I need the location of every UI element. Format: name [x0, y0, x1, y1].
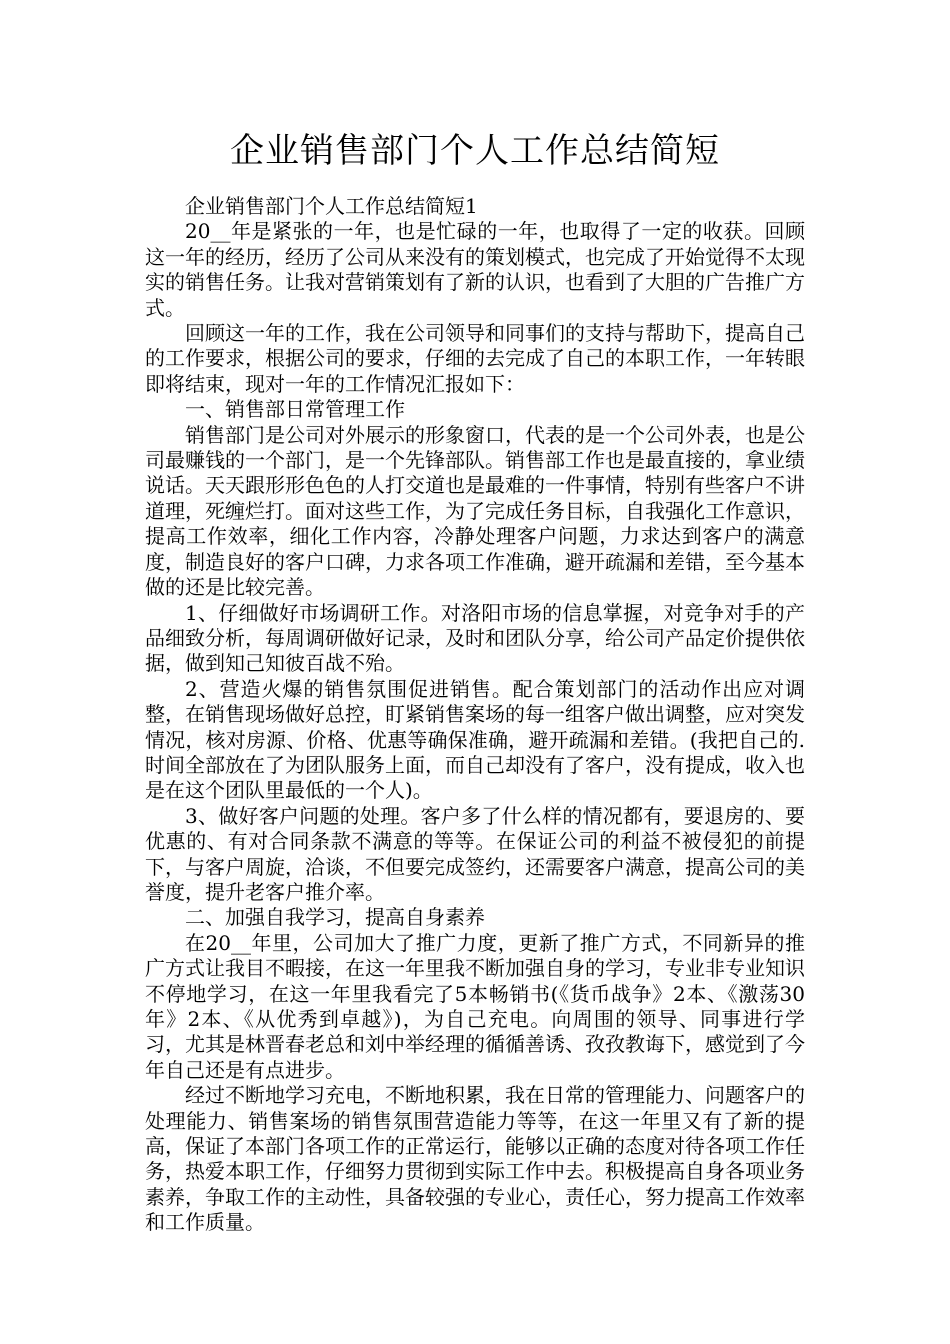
- paragraph-heading: 企业销售部门个人工作总结简短1: [185, 194, 478, 218]
- list-item-customer-issues: 3、做好客户问题的处理。客户多了什么样的情况都有，要退房的、要优惠的、有对合同条款不满意的等等。在保证公司的利益不被侵犯的前提下，与客户周旋，洽谈，不但要完成签约，还需要客户满意，提高公司的美誉度，提升老客户推介率。: [145, 803, 805, 904]
- list-item-sales-atmosphere: 2、营造火爆的销售氛围促进销售。配合策划部门的活动作出应对调整，在销售现场做好总控，盯紧销售案场的每一组客户做出调整，应对突发情况，核对房源、价格、优惠等确保准确，避开疏漏和差错。(我把自己的.时间全部放在了为团队服务上面，而自己却没有了客户，没有提成，收入也是在这个团队里最低的一个人)。: [145, 676, 805, 803]
- paragraph-learning: 在20__年里，公司加大了推广力度，更新了推广方式，不同新异的推广方式让我目不暇接，在这一年里我不断加强自身的学习，专业非专业知识不停地学习，在这一年里我看完了5本畅销书(《货币战争》2本、《激荡30年》2本、《从优秀到卓越》)，为自己充电。向周围的领导、同事进行学习，尤其是林晋春老总和刘中举经理的循循善诱、孜孜教诲下，感觉到了今年自己还是有点进步。: [145, 930, 805, 1082]
- paragraph-intro: 20__年是紧张的一年，也是忙碌的一年，也取得了一定的收获。回顾这一年的经历，经历了公司从来没有的策划模式，也完成了开始觉得不太现实的销售任务。让我对营销策划有了新的认识，也看到了大胆的广告推广方式。: [145, 219, 805, 320]
- paragraph-sales-department: 销售部门是公司对外展示的形象窗口，代表的是一个公司外表，也是公司最赚钱的一个部门，是一个先锋部队。销售部工作也是最直接的，拿业绩说话。天天跟形形色色的人打交道也是最难的一件事情，特别有些客户不讲道理，死缠烂打。面对这些工作，为了完成任务目标，自我强化工作意识，提高工作效率，细化工作内容，冷静处理客户问题，力求达到客户的满意度，制造良好的客户口碑，力求各项工作准确，避开疏漏和差错，至今基本做的还是比较完善。: [145, 422, 805, 600]
- section-heading-daily-management: 一、销售部日常管理工作: [185, 397, 405, 422]
- paragraph-review: 回顾这一年的工作，我在公司领导和同事们的支持与帮助下，提高自己的工作要求，根据公司的要求，仔细的去完成了自己的本职工作，一年转眼即将结束，现对一年的工作情况汇报如下：: [145, 321, 805, 396]
- document-body: [145, 194, 805, 1236]
- section-heading-self-learning: 二、加强自我学习，提高自身素养: [185, 905, 485, 930]
- document-title: 企业销售部门个人工作总结简短: [230, 131, 720, 171]
- paragraph-improvement: 经过不断地学习充电，不断地积累，我在日常的管理能力、问题客户的处理能力、销售案场的销售氛围营造能力等等，在这一年里又有了新的提高，保证了本部门各项工作的正常运行，能够以正确的态度对待各项工作任务，热爱本职工作，仔细努力贯彻到实际工作中去。积极提高自身各项业务素养，争取工作的主动性，具备较强的专业心，责任心，努力提高工作效率和工作质量。: [145, 1083, 805, 1235]
- list-item-market-research: 1、仔细做好市场调研工作。对洛阳市场的信息掌握，对竞争对手的产品细致分析，每周调研做好记录，及时和团队分享，给公司产品定价提供依据，做到知己知彼百战不殆。: [145, 600, 805, 676]
- document-page: [145, 0, 805, 1236]
